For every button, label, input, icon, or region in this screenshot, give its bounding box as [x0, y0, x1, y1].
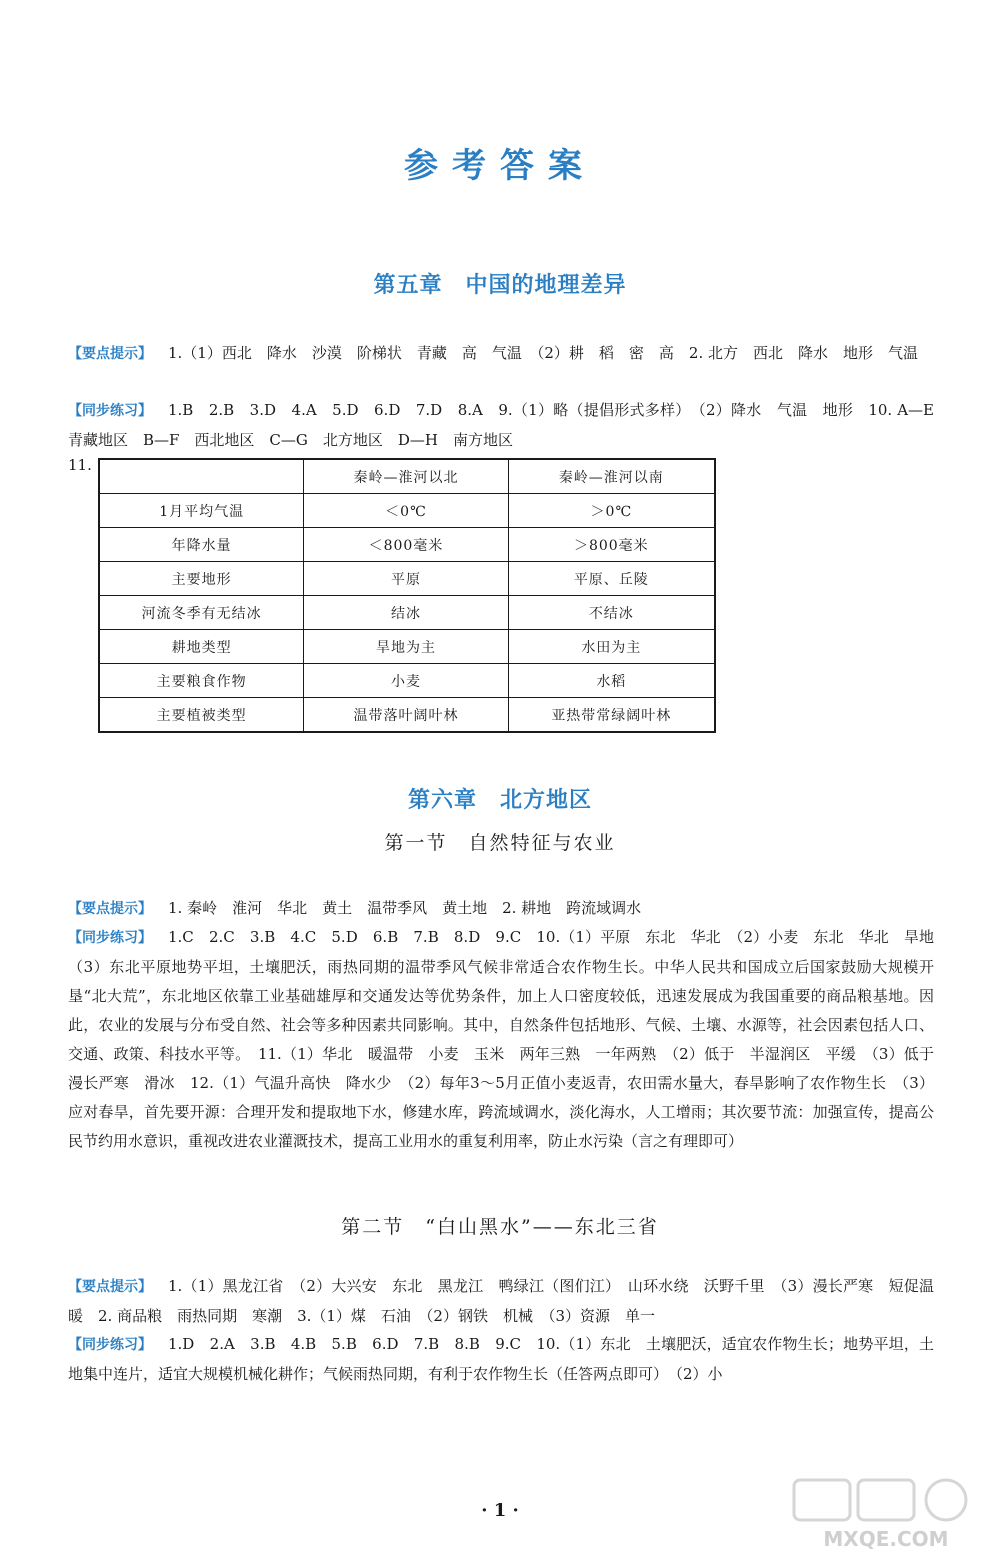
practice-text: 1.B 2.B 3.D 4.A 5.D 6.D 7.D 8.A 9.（1）略（提倡形式多样） （2）降水 气温 地形 10. A—E 青藏地区 B—F 西北地区 C—G 北方地区 D—H 南方地区	[68, 401, 950, 449]
practice-tag: 【同步练习】	[68, 1337, 152, 1353]
watermark-text: MXQE.COM	[823, 1527, 949, 1551]
section1-tips	[68, 894, 934, 924]
chapter5-title: 第五章 中国的地理差异	[373, 273, 627, 298]
section2-title: 第二节 “白山黑水”——东北三省	[341, 1216, 659, 1238]
chapter5-tips	[68, 339, 934, 369]
table-header-row	[99, 459, 715, 494]
tips-tag: 【要点提示】	[68, 346, 152, 362]
table-cell: 平原	[304, 562, 508, 596]
practice-tag: 【同步练习】	[68, 930, 152, 946]
table-cell: 主要植被类型	[99, 698, 304, 733]
table-cell: 温带落叶阔叶林	[304, 698, 508, 733]
table-row	[99, 562, 715, 596]
page-title: 参考答案	[404, 146, 596, 186]
table-row	[99, 664, 715, 698]
section1-title: 第一节 自然特征与农业	[384, 832, 616, 854]
table-header-cell: 秦岭—淮河以南	[508, 459, 715, 494]
section1-practice	[68, 923, 950, 1156]
table-header-cell: 秦岭—淮河以北	[304, 459, 508, 494]
tips-text: 1.（1）西北 降水 沙漠 阶梯状 青藏 高 气温 （2）耕 稻 密 高 2. 北方 西北 降水 地形 气温	[168, 344, 918, 362]
table-cell: ＞0℃	[508, 494, 715, 528]
watermark-logo	[786, 1476, 986, 1552]
tips-text: 1.（1）黑龙江省 （2）大兴安 东北 黑龙江 鸭绿江（图们江） 山环水绕 沃野千里 （3）漫长严寒 短促温暖 2. 商品粮 雨热同期 寒潮 3.（1）煤 石油 （2）钢铁 机械 （3）资源 单一	[68, 1277, 934, 1325]
table-cell: 平原、丘陵	[508, 562, 715, 596]
section2-tips	[68, 1272, 934, 1331]
practice-text: 1.C 2.C 3.B 4.C 5.D 6.B 7.B 8.D 9.C 10.（1）平原 东北 华北 （2）小麦 东北 华北 旱地 （3）东北平原地势平坦，土壤肥沃，雨热同期的温带季风气候非常适合农作物生长。中华人民共和国成立后国家鼓励大规模开垦“北大荒”，东北地区依靠工业基础雄厚和交通发达等优势条件，加上人口密度较低，迅速发展成为我国重要的商品粮基地。因此，农业的发展与分布受自然、社会等多种因素共同影响。其中，自然条件包括地形、气候、土壤、水源等，社会因素包括人口、交通、政策、科技水平等。 11.（1）华北 暖温带 小麦 玉米 两年三熟 一年两熟 （2）低于 半湿润区 平缓 （3）低于 漫长严寒 滑冰 12.（1）气温升高快 降水少 （2）每年3～5月正值小麦返青，农田需水量大，春旱影响了农作物生长 （3）应对春旱，首先要开源：合理开发和提取地下水，修建水库，跨流域调水，淡化海水，人工增雨；其次要节流：加强宣传，提高公民节约用水意识，重视改进农业灌溉技术，提高工业用水的重复利用率，防止水污染（言之有理即可）	[68, 928, 950, 1150]
table-row	[99, 528, 715, 562]
chapter6-title: 第六章 北方地区	[407, 788, 592, 813]
page-number: · 1 ·	[481, 1500, 519, 1521]
table-cell: ＜0℃	[304, 494, 508, 528]
table-cell: 耕地类型	[99, 630, 304, 664]
tips-text: 1. 秦岭 淮河 华北 黄土 温带季风 黄土地 2. 耕地 跨流域调水	[168, 899, 642, 917]
table-cell: 水田为主	[508, 630, 715, 664]
table-cell: 主要地形	[99, 562, 304, 596]
section2-practice	[68, 1330, 934, 1389]
table-row	[99, 630, 715, 664]
table-cell: 年降水量	[99, 528, 304, 562]
table-row	[99, 698, 715, 733]
table-cell: 结冰	[304, 596, 508, 630]
table-cell: 旱地为主	[304, 630, 508, 664]
table-cell: 河流冬季有无结冰	[99, 596, 304, 630]
table-row	[99, 596, 715, 630]
table-cell: 水稻	[508, 664, 715, 698]
table-cell: 不结冰	[508, 596, 715, 630]
comparison-table	[98, 458, 716, 733]
chapter5-practice	[68, 396, 950, 455]
tips-tag: 【要点提示】	[68, 1279, 152, 1295]
tips-tag: 【要点提示】	[68, 901, 152, 917]
table-cell: 主要粮食作物	[99, 664, 304, 698]
table-cell: ＞800毫米	[508, 528, 715, 562]
practice-tag: 【同步练习】	[68, 403, 152, 419]
table-cell: 1月平均气温	[99, 494, 304, 528]
table-header-cell	[99, 459, 304, 494]
table-cell: ＜800毫米	[304, 528, 508, 562]
table-cell: 小麦	[304, 664, 508, 698]
table-question-number: 11.	[68, 456, 92, 474]
table-cell: 亚热带常绿阔叶林	[508, 698, 715, 733]
practice-text: 1.D 2.A 3.B 4.B 5.B 6.D 7.B 8.B 9.C 10.（1）东北 土壤肥沃，适宜农作物生长；地势平坦，土地集中连片，适宜大规模机械化耕作；气候雨热同期，有利于农作物生长（任答两点即可） （2）小	[68, 1335, 934, 1383]
table-row	[99, 494, 715, 528]
